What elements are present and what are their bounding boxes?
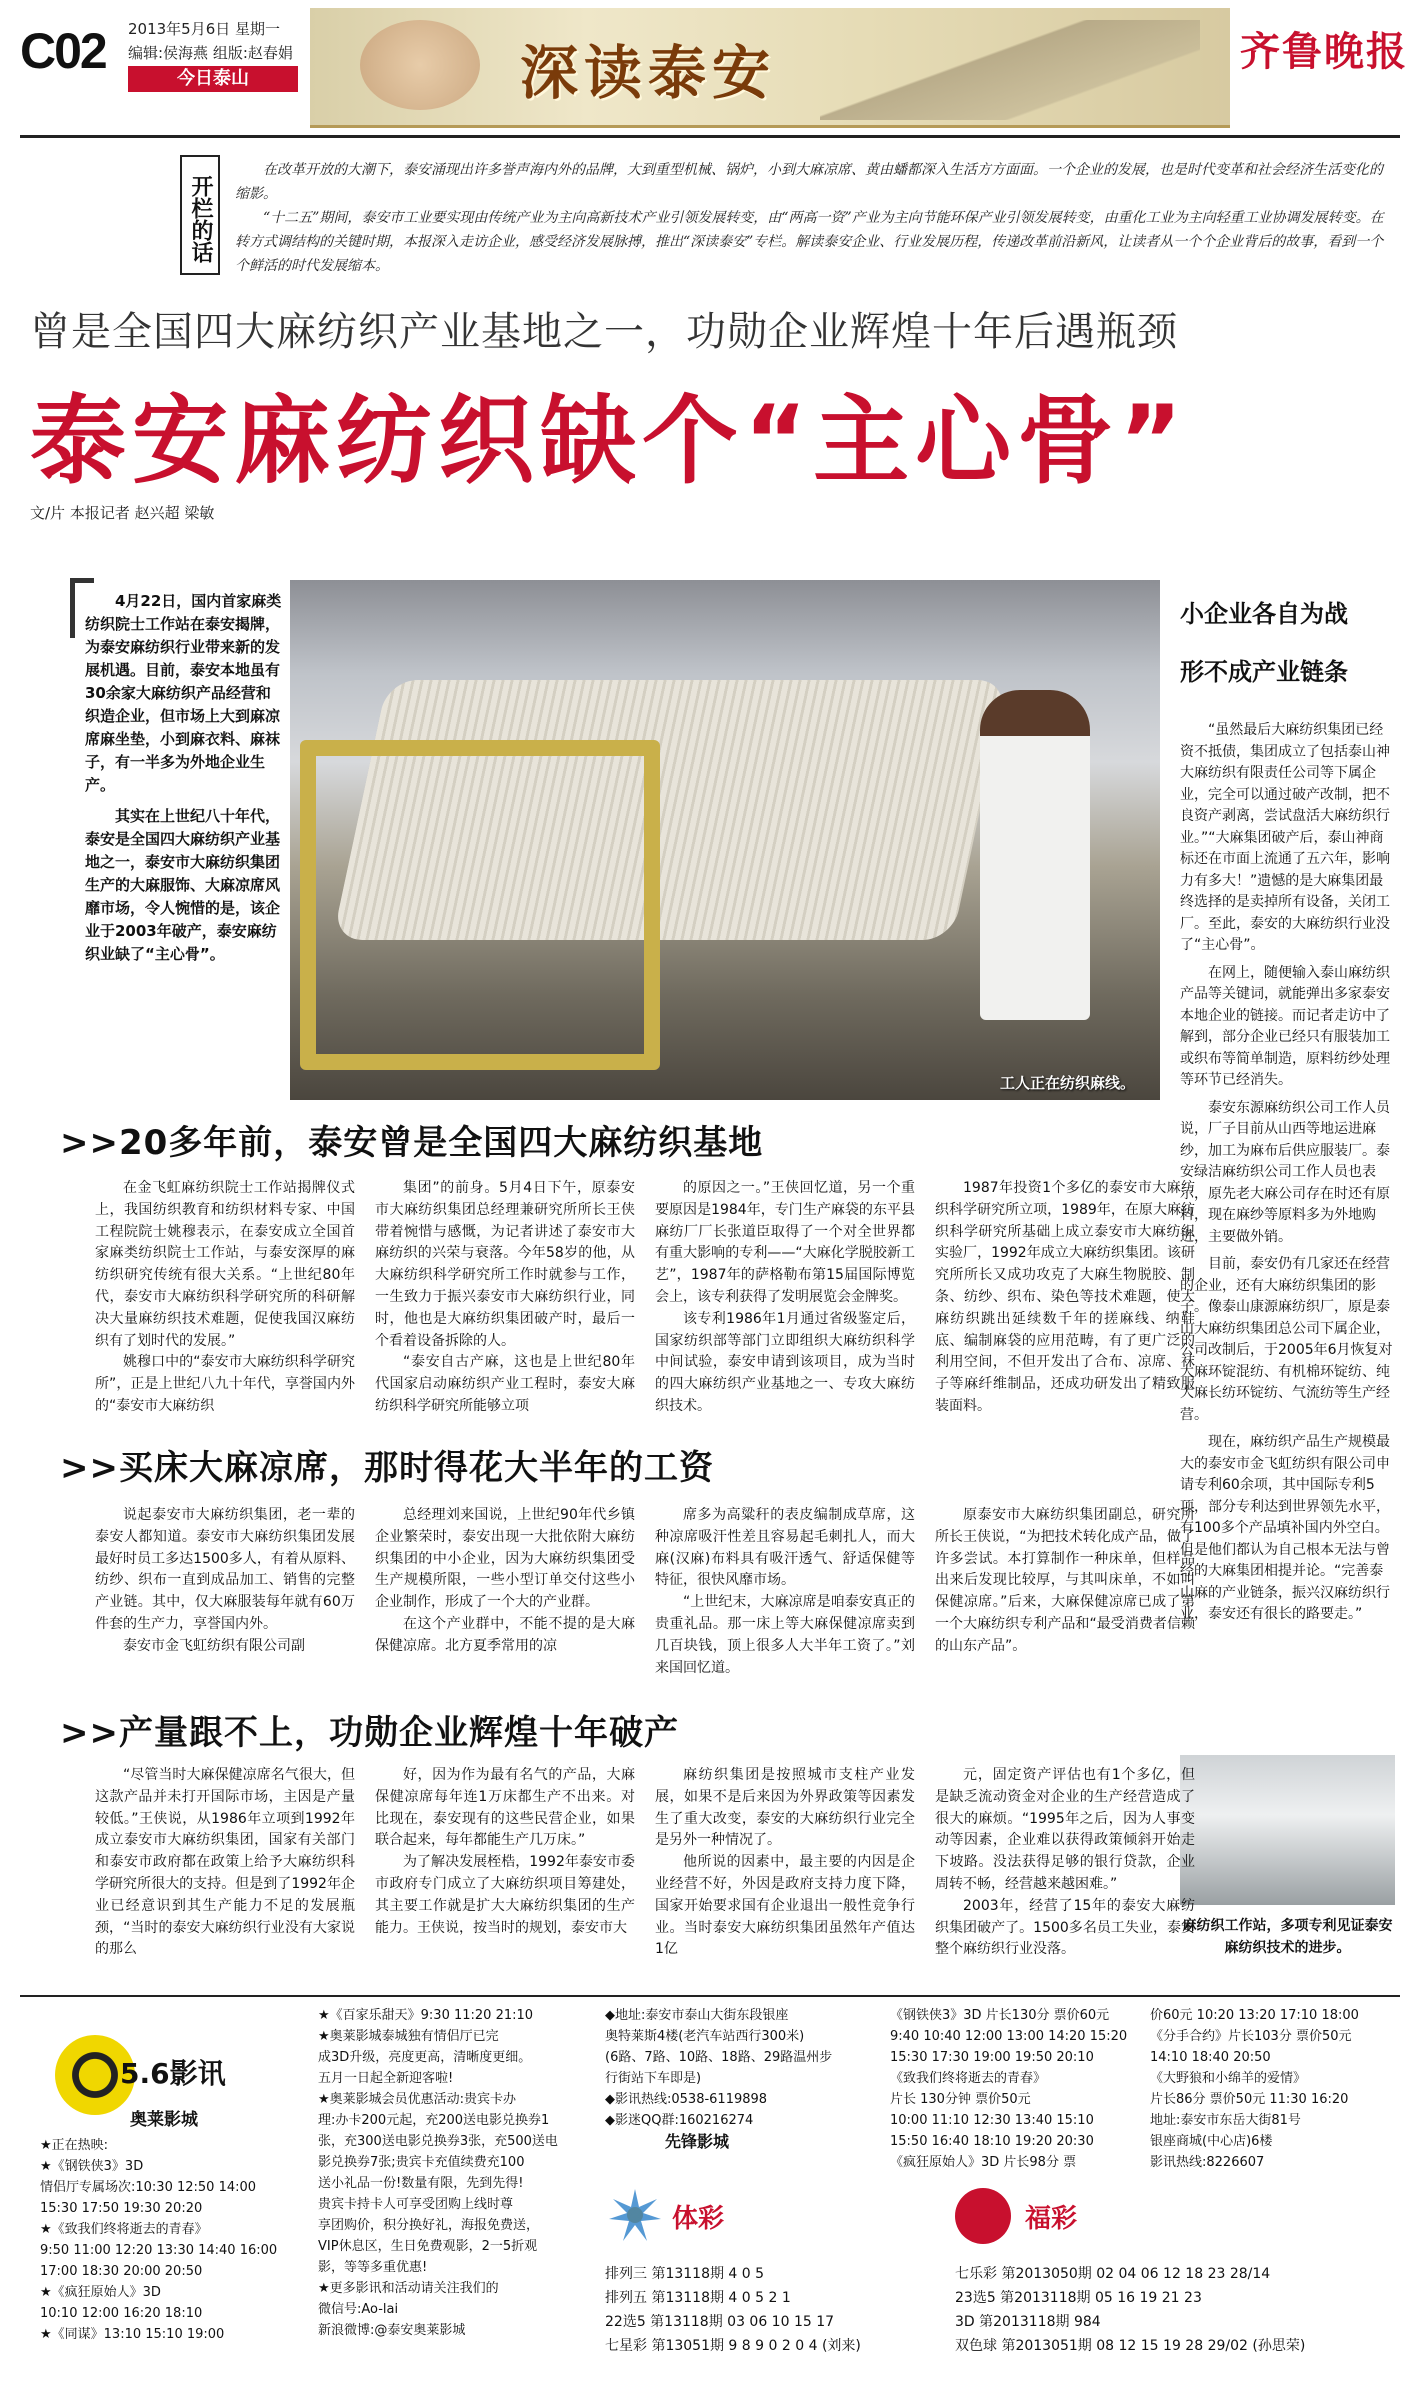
film-ad-title: 5.6影讯 <box>120 2057 226 2090</box>
paragraph: 好，因为作为最有名气的产品，大麻保健凉席每年连1万床都生产不出来。对比现在，泰安现有的这些民营企业，如果联合起来，每年都能生产几万床。” <box>375 1767 635 1849</box>
listing-line: 微信号:Ao-lai <box>318 2302 399 2317</box>
listing-line: 9:40 10:40 12:00 13:00 14:20 15:20 <box>890 2029 1128 2044</box>
listing-line: 15:30 17:50 19:30 20:20 <box>40 2201 203 2216</box>
paragraph: 的原因之一。”王侠回忆道，另一个重要原因是1984年，专门生产麻袋的东平县麻纺厂厂长张道臣取得了一个对全世界都有重大影响的专利——“大麻化学脱胶新工艺”，1987年的萨格勒布第15届国际博览会上，该专利获得了发明展览会金牌奖。 <box>655 1180 915 1305</box>
lottery-line: 23选5 第2013118期 05 16 19 21 23 <box>955 2290 1202 2306</box>
photo-worker <box>980 690 1090 1020</box>
listing-line: 送小礼品一份!数量有限，先到先得! <box>318 2176 524 2191</box>
text-column <box>935 1505 1195 1679</box>
side-paragraph: 泰安东源麻纺织公司工作人员说，厂子目前从山西等地运进麻纱，加工为麻布后供应服装厂。泰安绿洁麻纺织公司工作人员也表示，原先老大麻公司存在时还有原料，现在麻纱等原料多为外地购进，主要做外销。 <box>1180 1099 1390 1245</box>
cinema-name: 奥莱影城 <box>130 2110 198 2130</box>
paragraph: 泰安市金飞虹纺织有限公司副 <box>123 1637 305 1654</box>
text-column <box>95 1505 355 1679</box>
listing-line: 片长 130分钟 票价50元 <box>890 2092 1031 2107</box>
section-columns <box>95 1178 1195 1418</box>
film-listing-col5 <box>1150 2005 1400 2173</box>
listing-line: (6路、7路、10路、18路、29路温州步 <box>605 2050 833 2065</box>
text-column <box>95 1765 355 1961</box>
section-heading: >>产量跟不上，功勋企业辉煌十年破产 <box>60 1713 679 1753</box>
listing-line: ★《疯狂原始人》3D <box>40 2285 161 2300</box>
ticai-label: 体彩 <box>672 2204 725 2234</box>
side-paragraph: “虽然最后大麻纺织集团已经资不抵债，集团成立了包括泰山神大麻纺织有限责任公司等下属企业，完全可以通过破产改制，把不良资产剥离，尝试盘活大麻纺织行业。”“大麻集团破产后，泰山神商标还在市面上流通了五六年，影响力有多大！”遗憾的是大麻集团最终选择的是卖掉所有设备，关闭工厂。至此，泰安的大麻纺织行业没了“主心骨”。 <box>1180 722 1390 953</box>
editor-line: 编辑:侯海燕 组版:赵春娟 <box>128 44 293 62</box>
banner-hand-image <box>360 20 480 110</box>
listing-line: 奥特莱斯4楼(老汽车站西行300米) <box>605 2029 805 2044</box>
listing-line: 片长86分 票价50元 11:30 16:20 <box>1150 2092 1349 2107</box>
listing-line: ★《百家乐甜天》9:30 11:20 21:10 <box>318 2008 534 2023</box>
section-heading: >>买床大麻凉席，那时得花大半年的工资 <box>60 1448 714 1488</box>
text-column <box>935 1765 1195 1961</box>
listing-line: ◆影讯热线:0538-6119898 <box>605 2092 768 2107</box>
paragraph: 集团”的前身。5月4日下午，原泰安市大麻纺织集团总经理兼研究所所长王侠带着惋惜与感慨，为记者讲述了泰安市大麻纺织的兴荣与衰落。今年58岁的他，从大麻纺织科学研究所工作时就参与工作，一生致力于振兴泰安市大麻纺织行业，同时，他也是大麻纺织集团破产时，最后一个看着设备拆除的人。 <box>375 1180 635 1349</box>
film-listing-col3 <box>605 2005 880 2152</box>
listing-line: 行街站下车即是) <box>605 2071 702 2086</box>
page-code: C02 <box>20 23 106 79</box>
paragraph: 该专利1986年1月通过省级鉴定后，国家纺织部等部门立即组织大麻纺织科学中间试验，泰安申请到该项目，成为当时的四大麻纺织产业基地之一、专攻大麻纺织技术。 <box>655 1310 915 1414</box>
fucai-results <box>955 2262 1395 2358</box>
text-column <box>655 1505 915 1679</box>
side-paragraph: 在网上，随便输入泰山麻纺织产品等关键词，就能弹出多家泰安本地企业的链接。而记者走访中了解到，部分企业已经只有服装加工或织布等简单制造，原料纺纱处理等环节已经消失。 <box>1180 964 1390 1088</box>
listing-line: VIP休息区，生日免费观影，2一5折观 <box>318 2239 538 2254</box>
listing-line: 贵宾卡持卡人可享受团购上线时尊 <box>318 2197 514 2212</box>
listing-line: 价60元 10:20 13:20 17:10 18:00 <box>1150 2008 1359 2023</box>
section-columns <box>95 1505 1195 1679</box>
listing-line: 15:30 17:30 19:00 19:50 20:10 <box>890 2050 1094 2065</box>
listing-line: 《钢铁侠3》3D 片长130分 票价60元 <box>890 2008 1110 2023</box>
fucai-logo-icon <box>955 2188 1011 2244</box>
listing-line: ★正在热映: <box>40 2138 109 2153</box>
listing-line: 影，等等多重优惠! <box>318 2260 428 2275</box>
paragraph: 他所说的因素中，最主要的内因是企业经营不好，外因是政府支持力度下降，国家开始要求国有企业退出一般性竞争行业。当时泰安大麻纺织集团虽然年产值达1亿 <box>655 1854 915 1958</box>
text-column <box>655 1765 915 1961</box>
listing-line: 《大野狼和小绵羊的爱情》 <box>1150 2071 1307 2086</box>
section-tab: 今日泰山 <box>128 66 298 92</box>
listing-line: 情侣厅专属场次:10:30 12:50 14:00 <box>40 2180 257 2195</box>
lottery-line: 排列三 第13118期 4 0 5 <box>605 2266 765 2282</box>
side-title-line: 小企业各自为战 <box>1180 600 1348 628</box>
listing-line: ★《致我们终将逝去的青春》 <box>40 2222 208 2237</box>
text-column <box>655 1178 915 1418</box>
listing-line: 15:50 16:40 18:10 19:20 20:30 <box>890 2134 1094 2149</box>
side-paragraph: 目前，泰安仍有几家还在经营的企业，还有大麻纺织集团的影子。像泰山康源麻纺织厂，原是泰山大麻纺织集团总公司下属企业，公司改制后，于2005年6月恢复对大麻环锭混纺、有机棉环锭纺、纯大麻长纺环锭纺、气流纺等生产经营。 <box>1180 1256 1393 1423</box>
listing-line: 五月一日起全新迎客啦! <box>318 2071 454 2086</box>
paragraph: 总经理刘来国说，上世纪90年代乡镇企业繁荣时，泰安出现一大批依附大麻纺织集团的中小企业，因为大麻纺织集团受生产规模所限，一些小型订单交付这些小企业制作，形成了一个大的产业群。 <box>375 1507 635 1611</box>
section-columns <box>95 1765 1195 1961</box>
paragraph: 麻纺织集团是按照城市支柱产业发展，如果不是后来因为外界政策等因素发生了重大改变，泰安的大麻纺织行业完全是另外一种情况了。 <box>655 1767 915 1849</box>
listing-line: 张，充300送电影兑换券3张，充500送电 <box>318 2134 558 2149</box>
listing-line: 影讯热线:8226607 <box>1150 2155 1265 2170</box>
listing-line: 银座商城(中心店)6楼 <box>1150 2134 1273 2149</box>
lead-paragraph: 4月22日，国内首家麻类纺织院士工作站在泰安揭牌，为泰安麻纺织行业带来新的发展机遇。目前，泰安本地虽有30余家大麻纺织产品经营和织造企业，但市场上大到麻凉席麻坐垫，小到麻衣料、麻袜子，有一半多为外地企业生产。 <box>85 592 282 794</box>
article-byline: 文/片 本报记者 赵兴超 梁敏 <box>30 504 215 522</box>
column-intro-text <box>235 158 1395 278</box>
header-rule <box>20 135 1400 138</box>
listing-line: ◆地址:泰安市泰山大街东段银座 <box>605 2008 789 2023</box>
paragraph: “尽管当时大麻保健凉席名气很大，但这款产品并未打开国际市场，主因是产量较低。”王侠说，从1986年立项到1992年成立泰安市大麻纺织集团，国家有关部门和泰安市政府都在政策上给予大麻纺织科学研究所很大的支持。但是到了1992年企业已经意识到其生产能力不足的发展瓶颈，“当时的泰安大麻纺织行业没有大家说的那么 <box>95 1767 355 1958</box>
paragraph: 席多为高粱秆的表皮编制成草席，这种凉席吸汗性差且容易起毛刺扎人，而大麻(汉麻)布料具有吸汗透气、舒适保健等特征，很快风靡市场。 <box>655 1507 915 1589</box>
listing-line: ★更多影讯和活动请关注我们的 <box>318 2281 499 2296</box>
listing-line: ★奥莱影城会员优惠活动:贵宾卡办 <box>318 2092 517 2107</box>
article-kicker: 曾是全国四大麻纺织产业基地之一，功勋企业辉煌十年后遇瓶颈 <box>30 309 1178 355</box>
side-photo <box>1180 1755 1395 1905</box>
listing-line: 17:00 18:30 20:00 20:50 <box>40 2264 203 2279</box>
main-photo-caption: 工人正在纺织麻线。 <box>1000 1074 1136 1092</box>
lottery-line: 七乐彩 第2013050期 02 04 06 12 18 23 28/14 <box>955 2266 1271 2282</box>
listing-line: ★奥莱影城泰城独有情侣厅已完 <box>318 2029 499 2044</box>
film-listing-col1 <box>40 2135 310 2345</box>
listing-line: 成3D升级，亮度更高，清晰度更细。 <box>318 2050 532 2065</box>
listing-line: 14:10 18:40 20:50 <box>1150 2050 1271 2065</box>
paragraph: 姚穆口中的“泰安市大麻纺织科学研究所”，正是上世纪八九十年代，享誉国内外的“泰安市大麻纺织 <box>95 1354 355 1414</box>
paragraph: 在金飞虹麻纺织院士工作站揭牌仪式上，我国纺织教育和纺织材料专家、中国工程院院士姚穆表示，在泰安成立全国首家麻类纺织院士工作站，与泰安深厚的麻纺织研究传统有很大关系。“上世纪80年代，泰安市大麻纺织科学研究所的科研解决大量麻纺织技术难题，促使我国汉麻纺织有了划时代的发展。” <box>95 1180 355 1349</box>
text-column <box>95 1178 355 1418</box>
lottery-line: 双色球 第2013051期 08 12 15 19 28 29/02 (孙思荣) <box>955 2338 1306 2354</box>
listing-line: 10:00 11:10 12:30 13:40 15:10 <box>890 2113 1094 2128</box>
listing-line: 10:10 12:00 16:20 18:10 <box>40 2306 203 2321</box>
paragraph: 原泰安市大麻纺织集团副总，研究所所长王侠说，“为把技术转化成产品，做了许多尝试。本打算制作一种床单，但样品出来后发现比较厚，与其叫床单，不如叫保健凉席。”后来，大麻保健凉席已成了第一个大麻纺织专利产品和“最受消费者信赖的山东产品”。 <box>935 1507 1195 1654</box>
paragraph: “上世纪末，大麻凉席是咱泰安真正的贵重礼品。那一床上等大麻保健凉席卖到几百块钱，顶上很多人大半年工资了。”刘来国回忆道。 <box>655 1594 915 1676</box>
lottery-line: 排列五 第13118期 4 0 5 2 1 <box>605 2290 791 2306</box>
listing-line: 9:50 11:00 12:20 13:30 14:40 16:00 <box>40 2243 278 2258</box>
listing-line: 新浪微博:@泰安奥莱影城 <box>318 2323 466 2338</box>
banner-mountain-image <box>820 20 1200 120</box>
side-section-title <box>1180 585 1400 701</box>
side-photo-caption: 麻纺织工作站，多项专利见证泰安麻纺织技术的进步。 <box>1182 1918 1393 1956</box>
ticai-results <box>605 2262 945 2358</box>
text-column <box>935 1178 1195 1418</box>
listing-line: 地址:泰安市东岳大街81号 <box>1150 2113 1301 2128</box>
listing-line: ★《钢铁侠3》3D <box>40 2159 144 2174</box>
listing-line: 《疯狂原始人》3D 片长98分 票 <box>890 2155 1077 2170</box>
newspaper-logo: 齐鲁晚报 <box>1240 28 1408 75</box>
paragraph: 1987年投资1个多亿的泰安市大麻纺织科学研究所立项，1989年，在原大麻纺织科学研究所基础上成立泰安市大麻纺织实验厂，1992年成立大麻纺织集团。该研究所所长又成功攻克了大麻生物脱胶、制条、纺纱、织布、染色等技术难题，使大麻纺织跳出延续数千年的搓麻线、纳鞋底、编制麻袋的应用范畴，有了更广泛的利用空间，不但开发出了合布、凉席、袜子等麻纤维制品，还成功研发出了精致服装面料。 <box>935 1180 1195 1414</box>
listing-line: 影兑换券7张;贵宾卡充值续费充100 <box>318 2155 525 2170</box>
text-column <box>375 1505 635 1679</box>
paragraph: 为了解决发展桎梏，1992年泰安市委市政府专门成立了大麻纺织项目筹建处，其主要工作就是扩大大麻纺织集团的生产能力。王侠说，按当时的规划，泰安市大 <box>375 1854 635 1936</box>
film-listing-col2 <box>318 2005 603 2341</box>
ticai-logo-icon <box>605 2185 665 2245</box>
lottery-line: 22选5 第13118期 03 06 10 15 17 <box>605 2314 835 2330</box>
article-headline: 泰安麻纺织缺个“主心骨” <box>30 385 1189 497</box>
listing-line: 享团购价，积分换好礼，海报免费送， <box>318 2218 540 2233</box>
paragraph: 2003年，经营了15年的泰安大麻纺织集团破产了。1500多名员工失业，泰安整个麻纺织行业没落。 <box>935 1897 1195 1958</box>
paragraph: 说起泰安市大麻纺织集团，老一辈的泰安人都知道。泰安市大麻纺织集团发展最好时员工多达1500多人，有着从原料、纺纱、织布一直到成品加工、销售的完整产业链。其中，仅大麻服装每年就有60万件套的生产力，享誉国内外。 <box>95 1507 355 1632</box>
listing-line: 《分手合约》片长103分 票价50元 <box>1150 2029 1352 2044</box>
column-intro-label: 开栏的话 <box>180 155 220 275</box>
text-column <box>375 1765 635 1961</box>
listing-line: ◆影迷QQ群:160216274 <box>605 2113 754 2128</box>
listing-line: ★《同谋》13:10 15:10 19:00 <box>40 2327 225 2342</box>
side-section-text <box>1180 720 1395 1632</box>
paragraph: 在这个产业群中，不能不提的是大麻保健凉席。北方夏季常用的凉 <box>375 1615 635 1654</box>
text-column <box>375 1178 635 1418</box>
page-header <box>0 0 1417 140</box>
banner-title: 深读泰安 <box>520 39 777 107</box>
photo-machine-frame <box>300 740 660 1070</box>
intro-paragraph: “十二五”期间，泰安市工业要实现由传统产业为主向高新技术产业引领发展转变，由“两高一资”产业为主向节能环保产业引领发展转变，由重化工业为主向轻重工业协调发展转变。在转方式调结构的关键时期，本报深入走访企业，感受经济发展脉搏，推出“深读泰安”专栏。解读泰安企业、行业发展历程，传递改革前沿新风，让读者从一个个企业背后的故事，看到一个个鲜活的时代发展缩本。 <box>235 210 1384 274</box>
section-heading: >>20多年前，泰安曾是全国四大麻纺织基地 <box>60 1123 764 1163</box>
side-paragraph: 现在，麻纺织产品生产规模最大的泰安市金飞虹纺织有限公司申请专利60余项，其中国际专利5项，部分专利达到世界领先水平，有100多个产品填补国内外空白。但是他们都认为自己根本无法与曾经的大麻集团相提并论。“完善泰山麻的产业链条，振兴汉麻纺织行业，泰安还有很长的路要走。” <box>1180 1434 1390 1622</box>
lottery-line: 七星彩 第13051期 9 8 9 0 2 0 4 (刘来) <box>605 2338 861 2354</box>
intro-paragraph: 在改革开放的大潮下，泰安涌现出许多誉声海内外的品牌，大到重型机械、锅炉，小到大麻凉席、黄由蟠都深入生活方方面面。一个企业的发展，也是时代变革和社会经济生活变化的缩影。 <box>235 162 1383 202</box>
lead-paragraph: 其实在上世纪八十年代，泰安是全国四大麻纺织产业基地之一，泰安市大麻纺织集团生产的大麻服饰、大麻凉席风靡市场，令人惋惜的是，该企业于2003年破产，泰安麻纺织业缺了“主心骨”。 <box>85 807 281 963</box>
listing-line: 《致我们终将逝去的青春》 <box>890 2071 1047 2086</box>
listing-line: 理:办卡200元起，充200送电影兑换券1 <box>318 2113 550 2128</box>
fucai-label: 福彩 <box>1025 2204 1078 2234</box>
side-title-line: 形不成产业链条 <box>1180 658 1348 686</box>
paragraph: “泰安自古产麻，这也是上世纪80年代国家启动麻纺织产业工程时，泰安大麻纺织科学研究所能够立项 <box>375 1354 635 1414</box>
date-line: 2013年5月6日 星期一 <box>128 20 281 38</box>
film-listing-col4 <box>890 2005 1140 2173</box>
lottery-line: 3D 第2013118期 984 <box>955 2314 1101 2330</box>
paragraph: 元，固定资产评估也有1个多亿，但是缺乏流动资金对企业的生产经营造成了很大的麻烦。“1995年之后，因为人事变动等因素，企业难以获得政策倾斜开始走下坡路。没法获得足够的银行贷款，企业周转不畅，经营越来越困难。” <box>935 1767 1195 1892</box>
article-lead <box>85 590 285 974</box>
cinema-name: 先锋影城 <box>665 2132 730 2151</box>
